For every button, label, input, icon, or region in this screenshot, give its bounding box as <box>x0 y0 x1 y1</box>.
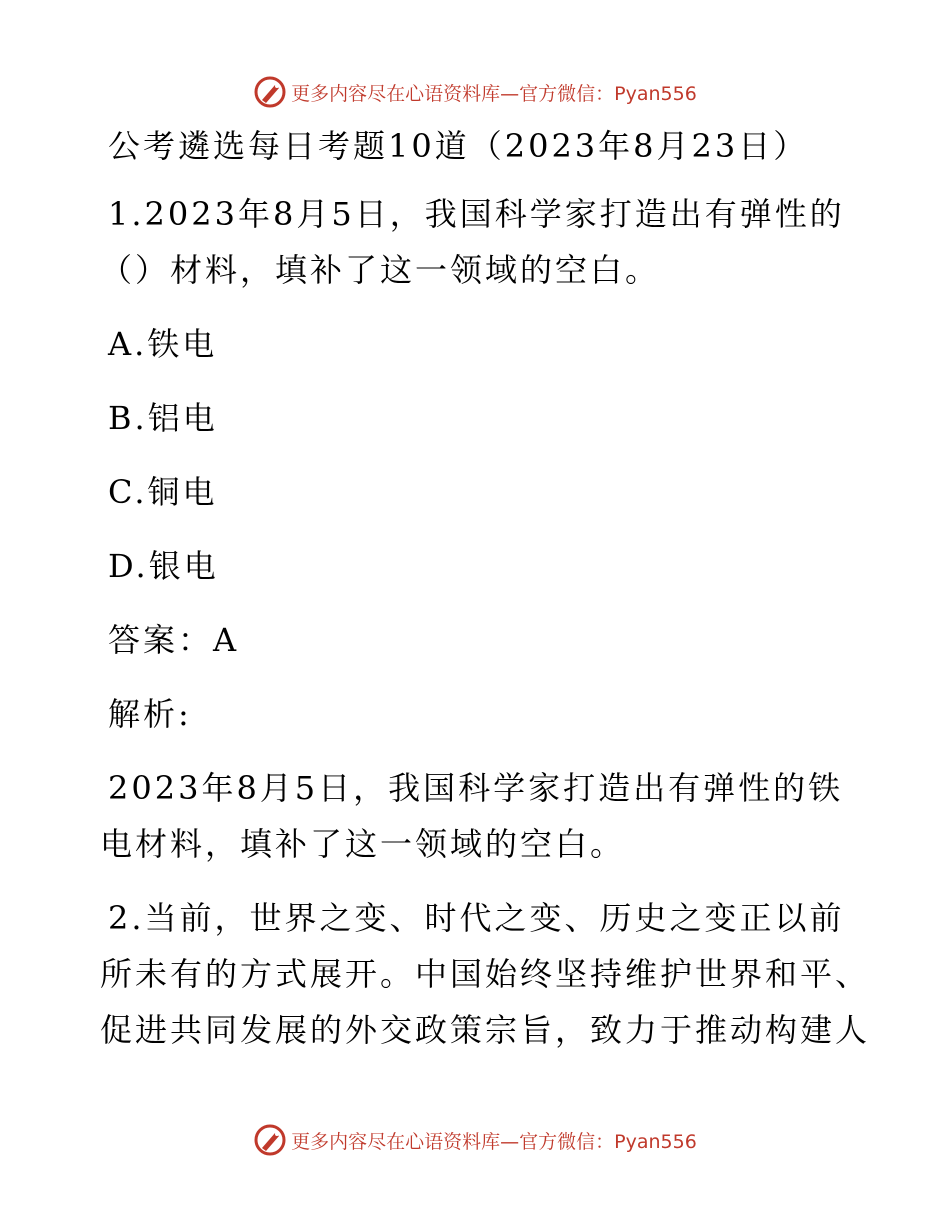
question-2-line-1: 2.当前，世界之变、时代之变、历史之变正以前 <box>108 899 845 937</box>
analysis-line-1: 2023年8月5日，我国科学家打造出有弹性的铁 <box>108 769 844 807</box>
option-c: C.铜电 <box>108 473 218 511</box>
analysis-label: 解析: <box>108 695 192 733</box>
question-2-line-3: 促进共同发展的外交政策宗旨，致力于推动构建人 <box>100 1011 871 1049</box>
option-b: B.铝电 <box>108 399 218 437</box>
pen-logo-icon <box>253 75 287 109</box>
header-watermark-banner <box>0 70 950 114</box>
document-body <box>100 118 871 1058</box>
footer-watermark-banner <box>0 1118 950 1162</box>
option-d: D.银电 <box>108 547 219 585</box>
question-2-line-2: 所未有的方式展开。中国始终坚持维护世界和平、 <box>100 955 871 993</box>
analysis-line-2: 电材料，填补了这一领域的空白。 <box>100 825 626 863</box>
watermark-text: 更多内容尽在心语资料库—官方微信：Pyan556 <box>291 1130 697 1153</box>
question-1-line-1: 1.2023年8月5日，我国科学家打造出有弹性的 <box>108 195 845 233</box>
option-a: A.铁电 <box>108 325 218 363</box>
document-title: 公考遴选每日考题10道（2023年8月23日） <box>108 127 809 165</box>
pen-logo-icon <box>253 1123 287 1157</box>
answer-line: 答案：A <box>108 621 240 659</box>
watermark-text: 更多内容尽在心语资料库—官方微信：Pyan556 <box>291 82 697 105</box>
question-1-line-2: （）材料，填补了这一领域的空白。 <box>100 251 661 289</box>
